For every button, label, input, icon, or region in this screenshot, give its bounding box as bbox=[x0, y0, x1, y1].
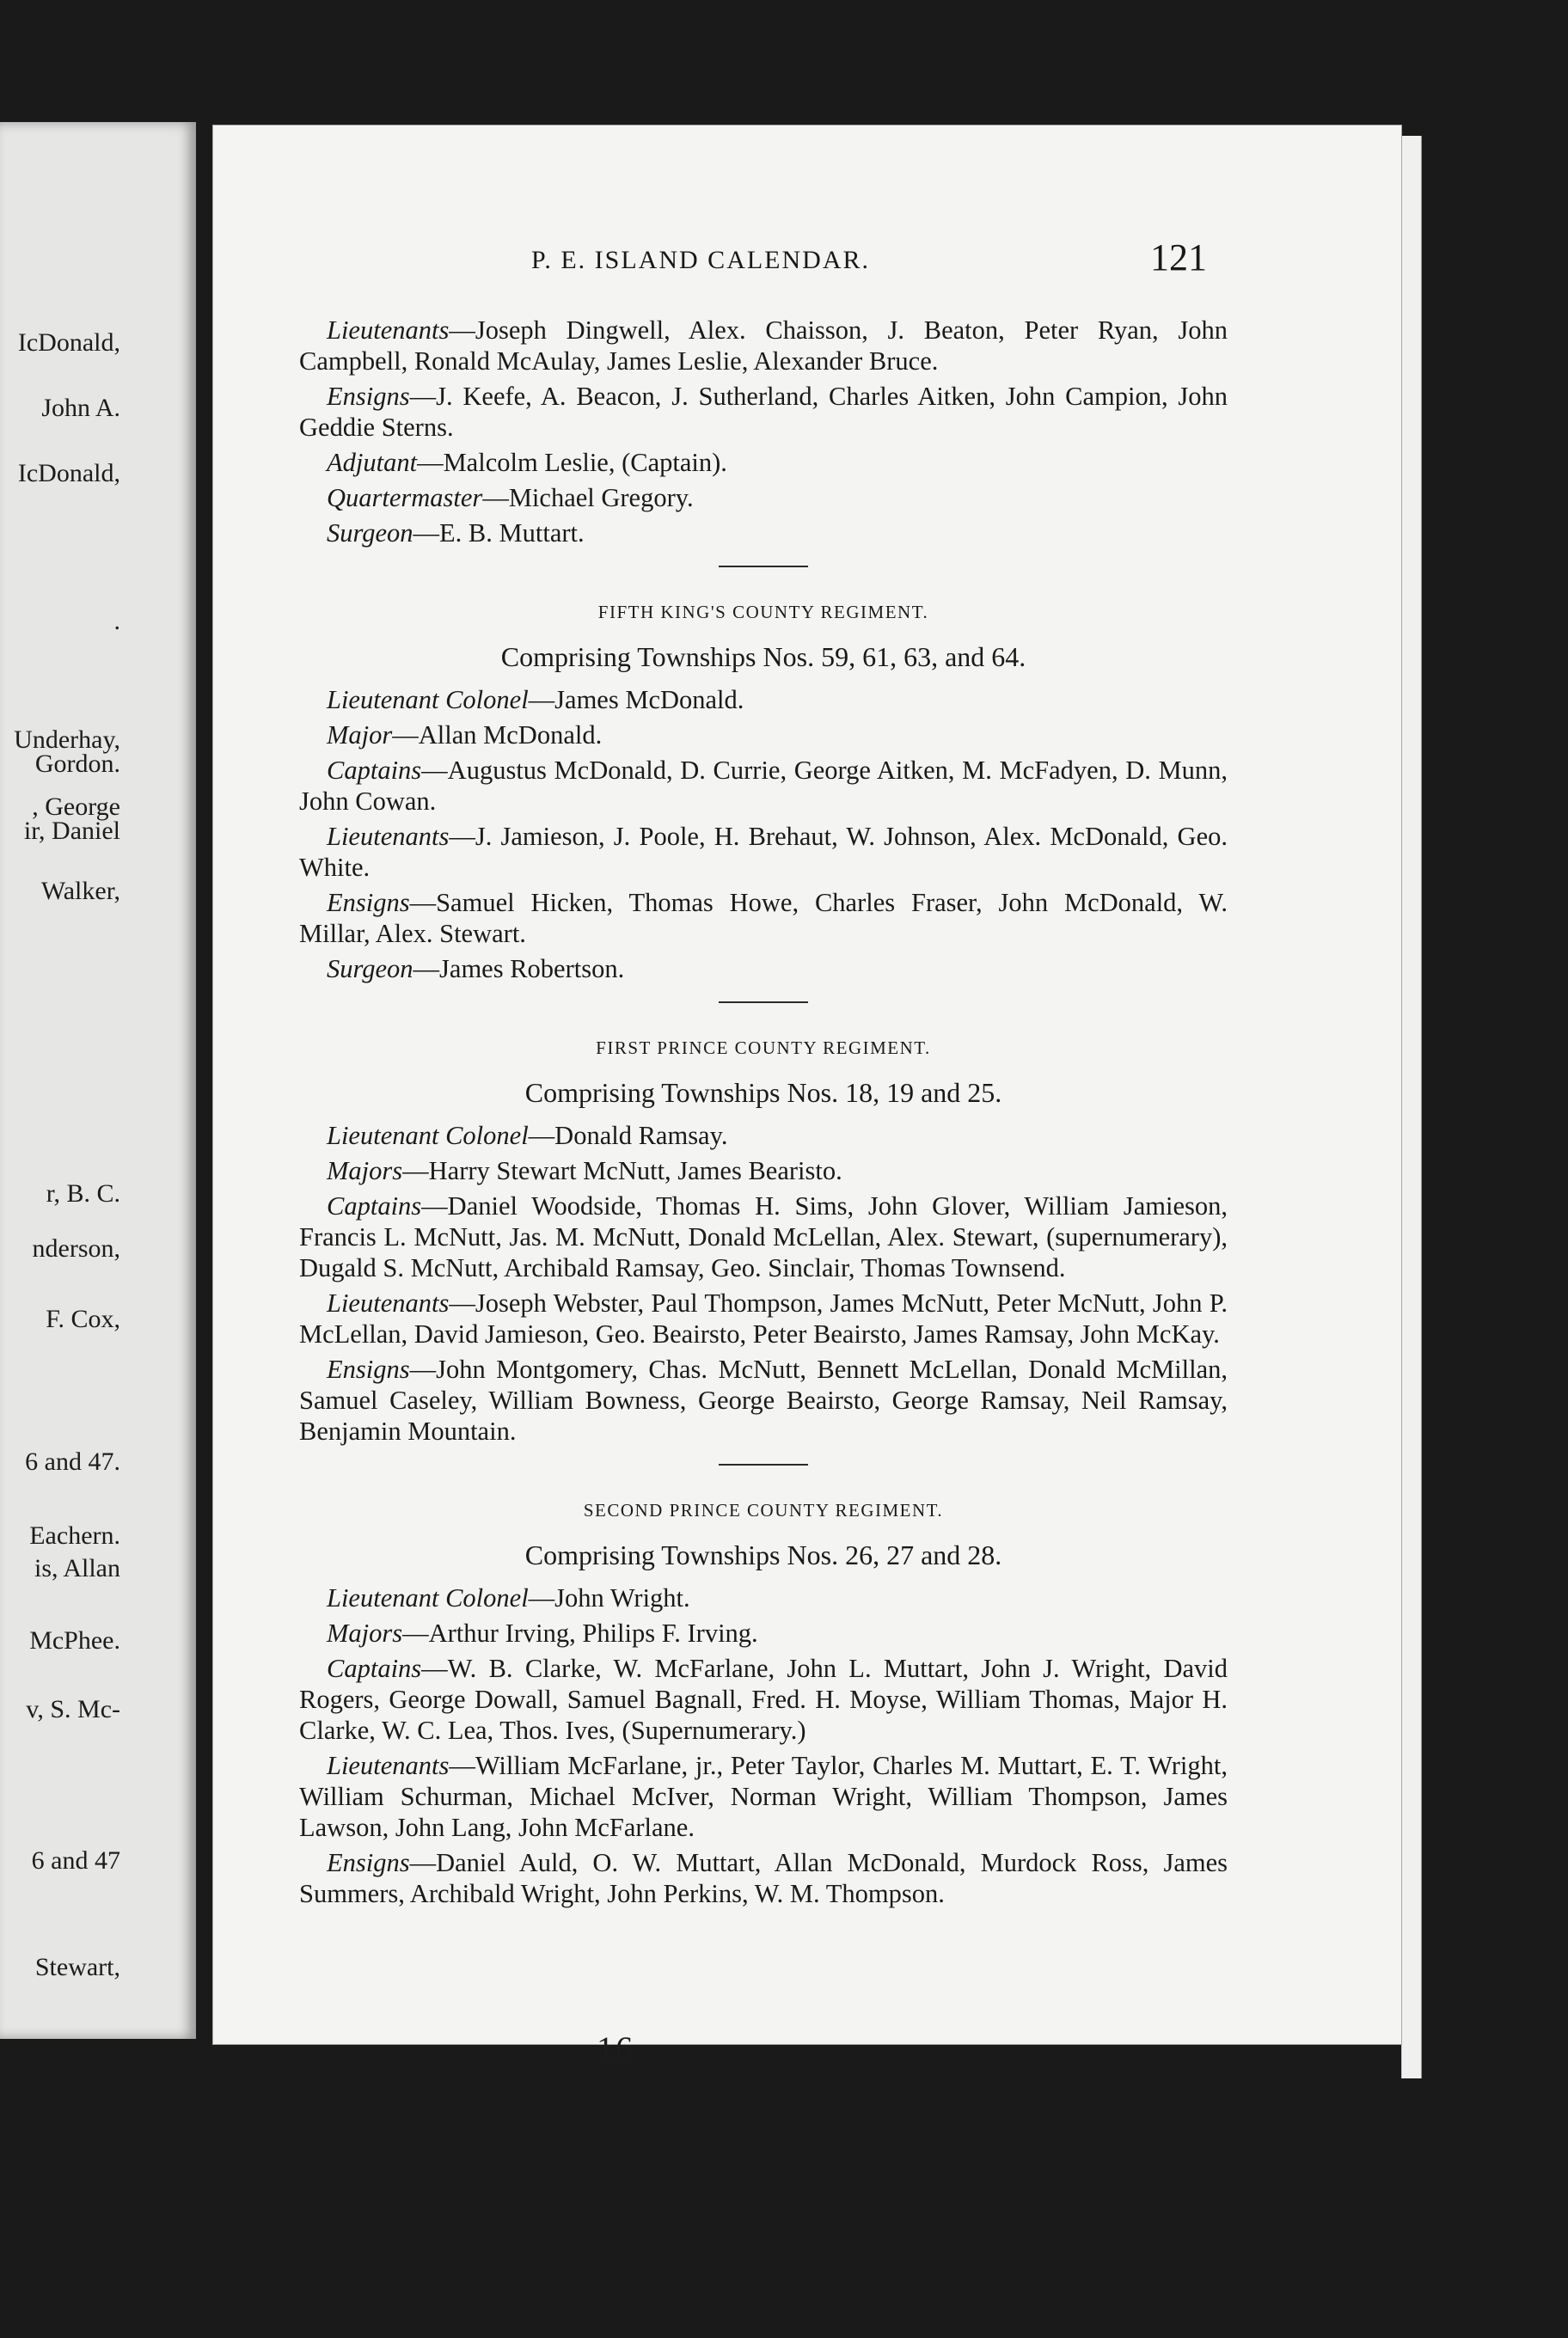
left-page-fragment: Eachern. bbox=[29, 1521, 120, 1550]
entry: Lieutenant Colonel—John Wright. bbox=[327, 1583, 690, 1613]
entry-label: Majors bbox=[327, 1156, 403, 1185]
entry-label: Captains bbox=[327, 756, 422, 785]
calendar-page bbox=[213, 125, 1401, 2068]
left-page-fragment: 6 and 47 bbox=[31, 1846, 120, 1875]
entry: Quartermaster—Michael Gregory. bbox=[327, 483, 694, 512]
running-title: P. E. ISLAND CALENDAR. bbox=[531, 246, 871, 274]
entry: Lieutenants—Joseph Dingwell, Alex. Chaisson, J. Beaton, Peter Ryan, John Campbell, Ronald McAulay, James Leslie, Alexander Bruce. bbox=[299, 315, 1228, 376]
regiment-subtitle: Comprising Townships Nos. 26, 27 and 28. bbox=[524, 1539, 1002, 1570]
entry-text: J. Keefe, A. Beacon, J. Sutherland, Charles Aitken, John Campion, John Geddie Sterns. bbox=[299, 382, 1228, 442]
entry: Captains—W. B. Clarke, W. McFarlane, John L. Muttart, John J. Wright, David Rogers, George Dowall, Samuel Bagnall, Fred. H. Moyse, William Thomas, Major H. Clarke, W. C. Lea, Thos. Ives, (Supernumerary.) bbox=[299, 1654, 1228, 1745]
entry: Lieutenants—J. Jamieson, J. Poole, H. Brehaut, W. Johnson, Alex. McDonald, Geo. White. bbox=[299, 822, 1228, 882]
left-page-fragment: McPhee. bbox=[29, 1626, 120, 1655]
entry-text: J. Jamieson, J. Poole, H. Brehaut, W. Johnson, Alex. McDonald, Geo. White. bbox=[299, 822, 1228, 882]
left-page-fragment: , George bbox=[32, 793, 120, 821]
entry: Captains—Augustus McDonald, D. Currie, George Aitken, M. McFadyen, D. Munn, John Cowan. bbox=[299, 756, 1228, 816]
entry: Adjutant—Malcolm Leslie, (Captain). bbox=[327, 448, 727, 477]
page-content bbox=[299, 315, 1228, 1913]
left-page-fragment: v, S. Mc- bbox=[26, 1695, 120, 1723]
entry: Surgeon—E. B. Muttart. bbox=[327, 518, 585, 548]
entry-text: Joseph Webster, Paul Thompson, James McNutt, Peter McNutt, John P. McLellan, David Jamieson, Geo. Beairsto, Peter Beairsto, James Ramsay, John McKay. bbox=[299, 1288, 1228, 1349]
entry-label: Adjutant bbox=[327, 448, 418, 477]
entry-label: Lieutenants bbox=[327, 315, 450, 345]
left-page-fragment: is, Allan bbox=[34, 1554, 120, 1582]
entry: Captains—Daniel Woodside, Thomas H. Sims, John Glover, William Jamieson, Francis L. McNutt, Jas. M. McNutt, Donald McLellan, Alex. Stewart, (supernumerary), Dugald S. McNutt, Archibald Ramsay, Geo. Sinclair, Thomas Townsend. bbox=[299, 1191, 1228, 1282]
regiment-title: SECOND PRINCE COUNTY REGIMENT. bbox=[583, 1500, 944, 1521]
entry-text: Donald Ramsay. bbox=[554, 1121, 728, 1150]
left-page-fragment: Stewart, bbox=[34, 1953, 120, 1981]
entry-label: Lieutenant Colonel bbox=[327, 1121, 529, 1150]
entry: Ensigns—John Montgomery, Chas. McNutt, Bennett McLellan, Donald McMillan, Samuel Caseley, William Bowness, George Beairsto, George Ramsay, Neil Ramsay, Benjamin Mountain. bbox=[299, 1355, 1228, 1446]
regiment-section bbox=[299, 597, 1228, 984]
running-head bbox=[213, 236, 1401, 287]
entry-text: John Montgomery, Chas. McNutt, Bennett McLellan, Donald McMillan, Samuel Caseley, William Bowness, George Beairsto, George Ramsay, Neil Ramsay, Benjamin Mountain. bbox=[299, 1355, 1228, 1446]
entry-label: Lieutenants bbox=[327, 1288, 450, 1318]
left-page-fragment: F. Cox, bbox=[46, 1305, 120, 1333]
entry-label: Ensigns bbox=[327, 1848, 410, 1877]
entry-label: Lieutenant Colonel bbox=[327, 685, 529, 714]
entry-label: Ensigns bbox=[327, 382, 410, 411]
entry-text: William McFarlane, jr., Peter Taylor, Charles M. Muttart, E. T. Wright, William Schurman, Michael McIver, Norman Wright, William Thompson, James Lawson, John Lang, John McFarlane. bbox=[299, 1751, 1228, 1842]
entry-label: Lieutenant Colonel bbox=[327, 1583, 529, 1613]
page-number: 121 bbox=[1150, 236, 1207, 278]
left-facing-page bbox=[0, 122, 196, 2039]
left-page-fragment: ir, Daniel bbox=[23, 817, 120, 845]
regiment-subtitle: Comprising Townships Nos. 59, 61, 63, and 64. bbox=[500, 641, 1026, 672]
entry-text: Malcolm Leslie, (Captain). bbox=[443, 448, 727, 477]
entry: Majors—Harry Stewart McNutt, James Bearisto. bbox=[327, 1156, 842, 1185]
entry: Ensigns—J. Keefe, A. Beacon, J. Sutherland, Charles Aitken, John Campion, John Geddie Sterns. bbox=[299, 382, 1228, 442]
entry: Ensigns—Samuel Hicken, Thomas Howe, Charles Fraser, John McDonald, W. Millar, Alex. Stewart. bbox=[299, 888, 1228, 948]
entry: Lieutenant Colonel—Donald Ramsay. bbox=[327, 1121, 728, 1150]
left-page-fragment: IcDonald, bbox=[17, 328, 120, 357]
regiment-section bbox=[299, 1032, 1228, 1447]
entry: Surgeon—James Robertson. bbox=[327, 954, 625, 983]
entry-label: Surgeon bbox=[327, 518, 413, 548]
top-section bbox=[299, 315, 1228, 548]
left-page-fragment: . bbox=[113, 607, 120, 635]
entry-text: James Robertson. bbox=[439, 954, 625, 983]
left-page-fragment: 6 and 47. bbox=[25, 1447, 120, 1476]
entry: Ensigns—Daniel Auld, O. W. Muttart, Allan McDonald, Murdock Ross, James Summers, Archibald Wright, John Perkins, W. M. Thompson. bbox=[299, 1848, 1228, 1908]
section-divider bbox=[719, 1464, 808, 1466]
entry-label: Captains bbox=[327, 1191, 422, 1221]
entry: Lieutenants—Joseph Webster, Paul Thompson, James McNutt, Peter McNutt, John P. McLellan, David Jamieson, Geo. Beairsto, Peter Beairsto, James Ramsay, John McKay. bbox=[299, 1288, 1228, 1349]
left-page-fragment: IcDonald, bbox=[17, 459, 120, 487]
regiment-section bbox=[299, 1495, 1228, 1909]
entry-label: Surgeon bbox=[327, 954, 413, 983]
left-page-fragment: John A. bbox=[41, 394, 120, 422]
regiment-title: FIRST PRINCE COUNTY REGIMENT. bbox=[596, 1037, 931, 1058]
section-divider bbox=[719, 1001, 808, 1003]
entry: Lieutenant Colonel—James McDonald. bbox=[327, 685, 744, 714]
entry-text: Harry Stewart McNutt, James Bearisto. bbox=[428, 1156, 842, 1185]
left-page-fragment: nderson, bbox=[32, 1234, 120, 1263]
entry-text: Augustus McDonald, D. Currie, George Aitken, M. McFadyen, D. Munn, John Cowan. bbox=[299, 756, 1228, 816]
entry-label: Quartermaster bbox=[327, 483, 483, 512]
entry: Lieutenants—William McFarlane, jr., Peter Taylor, Charles M. Muttart, E. T. Wright, William Schurman, Michael McIver, Norman Wright, William Thompson, James Lawson, John Lang, John McFarlane. bbox=[299, 1751, 1228, 1842]
left-page-fragment: Underhay, bbox=[14, 725, 120, 754]
regiment-title: FIFTH KING'S COUNTY REGIMENT. bbox=[597, 602, 929, 622]
entry-label: Captains bbox=[327, 1654, 422, 1683]
entry: Major—Allan McDonald. bbox=[327, 720, 603, 750]
entry-text: Arthur Irving, Philips F. Irving. bbox=[428, 1619, 758, 1648]
entry-text: Samuel Hicken, Thomas Howe, Charles Fraser, John McDonald, W. Millar, Alex. Stewart. bbox=[299, 888, 1228, 948]
entry: Majors—Arthur Irving, Philips F. Irving. bbox=[327, 1619, 758, 1648]
entry-text: John Wright. bbox=[554, 1583, 690, 1613]
entry-text: Daniel Woodside, Thomas H. Sims, John Glover, William Jamieson, Francis L. McNutt, Jas. M. McNutt, Donald McLellan, Alex. Stewart, (supernumerary), Dugald S. McNutt, Archibald Ramsay, Geo. Sinclair, Thomas Townsend. bbox=[299, 1191, 1228, 1282]
regiment-subtitle: Comprising Townships Nos. 18, 19 and 25. bbox=[524, 1077, 1002, 1108]
entry-text: Daniel Auld, O. W. Muttart, Allan McDonald, Murdock Ross, James Summers, Archibald Wright, John Perkins, W. M. Thompson. bbox=[299, 1848, 1228, 1908]
entry-text: Joseph Dingwell, Alex. Chaisson, J. Beaton, Peter Ryan, John Campbell, Ronald McAulay, James Leslie, Alexander Bruce. bbox=[299, 315, 1228, 376]
entry-label: Lieutenants bbox=[327, 1751, 450, 1780]
entry-text: Allan McDonald. bbox=[418, 720, 603, 750]
left-page-fragment: r, B. C. bbox=[46, 1179, 120, 1208]
entry-text: E. B. Muttart. bbox=[439, 518, 585, 548]
entry-label: Ensigns bbox=[327, 1355, 410, 1384]
entry-label: Major bbox=[327, 720, 393, 750]
entry-text: W. B. Clarke, W. McFarlane, John L. Muttart, John J. Wright, David Rogers, George Dowall, Samuel Bagnall, Fred. H. Moyse, William Thomas, Major H. Clarke, W. C. Lea, Thos. Ives, (Supernumerary.) bbox=[299, 1654, 1228, 1745]
entry-label: Majors bbox=[327, 1619, 403, 1648]
page-stack-edge bbox=[1401, 136, 1422, 2078]
signature-mark: 16 bbox=[597, 2029, 634, 2068]
entry-label: Ensigns bbox=[327, 888, 410, 917]
left-page-fragment: Walker, bbox=[40, 877, 120, 905]
entry-text: James McDonald. bbox=[554, 685, 744, 714]
entry-text: Michael Gregory. bbox=[508, 483, 694, 512]
left-page-fragment: Gordon. bbox=[34, 750, 120, 778]
section-divider bbox=[719, 566, 808, 567]
entry-label: Lieutenants bbox=[327, 822, 450, 851]
